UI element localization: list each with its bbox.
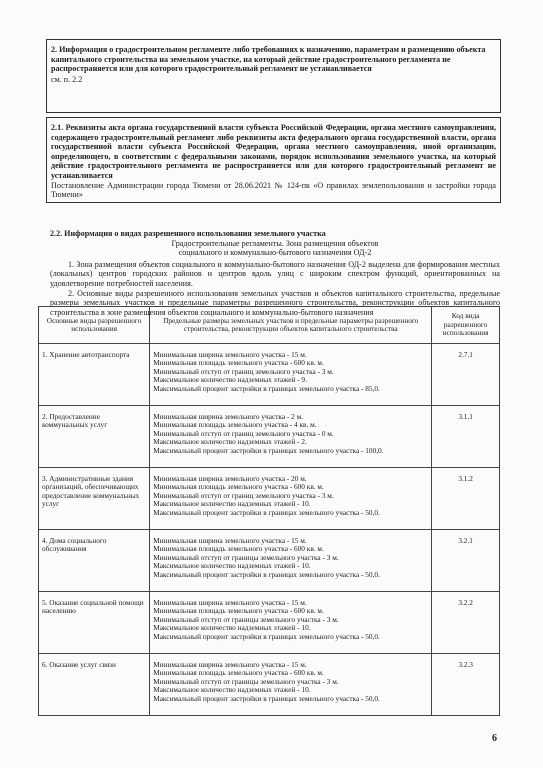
use-code-cell: 3.1.1	[432, 406, 500, 468]
parameters-cell	[150, 654, 432, 716]
parameters-cell	[150, 530, 432, 592]
page-number: 6	[492, 733, 497, 744]
paragraph-2: 2. Основные виды разрешенного использования земельных участков и объектов капитального строительства, предельные размеры земельных участков и предельные параметры разрешенного строительства, реконструкции объектов капитального строительства в зоне размещения объектов социального и коммунально-бытового назначения	[50, 288, 500, 317]
zone-title-line-1: Градостроительные регламенты. Зона размещения объектов	[171, 238, 379, 248]
section-2-1-box	[46, 117, 501, 203]
parameter-line: Минимальная ширина земельного участка - 2 м.	[153, 412, 304, 421]
parameter-line: Максимальное количество надземных этажей - 10.	[153, 685, 311, 695]
table-header-row	[39, 307, 500, 344]
section-2-note: см. п. 2.2	[51, 74, 83, 84]
section-2-heading: 2. Информация о градостроительном регламенте либо требованиях к назначению, параметрам и размещению объекта капитального строительства на земельном участке, на который действие градостроительного регламента не распространяется или для которого градостроительный регламент не устанавливается	[51, 45, 486, 74]
use-type-cell: 1. Хранение автотранспорта	[39, 344, 150, 406]
parameters-cell	[150, 468, 432, 530]
parameter-line: Минимальная площадь земельного участка - 600 кв. м.	[153, 606, 324, 616]
parameter-line: Минимальная ширина земельного участка - 20 м.	[153, 474, 307, 483]
parameter-line: Максимальное количество надземных этажей - 2.	[153, 437, 307, 447]
parameter-line: Минимальный отступ от границы земельного участка - 3 м.	[153, 676, 339, 686]
table-body	[39, 344, 500, 716]
use-code-cell: 3.2.2	[432, 592, 500, 654]
parameters-cell	[150, 592, 432, 654]
section-2-2	[50, 229, 500, 317]
parameters-cell	[150, 344, 432, 406]
use-code-cell: 2.7.1	[432, 344, 500, 406]
table-row	[39, 468, 500, 530]
land-use-table	[38, 306, 500, 716]
parameter-line: Минимальная ширина земельного участка - 15 м.	[153, 598, 307, 607]
section-2-box	[46, 39, 501, 113]
parameter-line: Максимальный процент застройки в границах земельного участка - 50,0.	[153, 507, 380, 517]
table-row	[39, 344, 500, 406]
use-code-cell: 3.2.3	[432, 654, 500, 716]
parameter-line: Максимальный процент застройки в границах земельного участка - 85,0.	[153, 383, 380, 393]
table-row	[39, 592, 500, 654]
use-type-cell: 2. Предоставление коммунальных услуг	[39, 406, 150, 468]
table-row	[39, 406, 500, 468]
parameter-line: Минимальная ширина земельного участка - 15 м.	[153, 660, 307, 669]
parameter-line: Максимальное количество надземных этажей - 10.	[153, 623, 311, 633]
parameter-line: Минимальный отступ от границ земельного участка - 3 м.	[153, 366, 334, 376]
parameter-line: Минимальный отступ от границы земельного участка - 3 м.	[153, 614, 339, 624]
header-use-type: Основные виды разрешенного использования	[39, 307, 150, 344]
use-type-cell: 4. Дома социального обслуживания	[39, 530, 150, 592]
section-2-1-heading: 2.1. Реквизиты акта органа государственной власти субъекта Российской Федерации, органа местного самоуправления, содержащего градостроительный регламент либо реквизиты акта федерального органа государственной власти, органа государственной власти субъекта Российской Федерации, органа местного самоуправления, иной организации, определяющего, в соответствии с федеральными законами, порядок использования земельного участка, на который действие градостроительного регламента не распространяется или для которого градостроительный регламент не устанавливается	[51, 123, 496, 180]
parameter-line: Минимальный отступ от границ земельного участка - 3 м.	[153, 490, 334, 500]
parameter-line: Минимальная площадь земельного участка - 600 кв. м.	[153, 482, 324, 492]
parameter-line: Минимальная площадь земельного участка - 600 кв. м.	[153, 544, 324, 554]
parameter-line: Минимальный отступ от границ земельного участка - 0 м.	[153, 428, 334, 438]
parameter-line: Минимальная площадь земельного участка - 4 кв. м.	[153, 420, 317, 430]
paragraph-1: 1. Зона размещения объектов социального и коммунально-бытового назначения ОД-2 выделена для формирования местных (локальных) центров городских районов и центров вдоль улиц с широким спектром функций, ориентированных на удовлетворение потребностей населения.	[50, 259, 500, 288]
use-type-cell: 5. Оказание социальной помощи населению	[39, 592, 150, 654]
parameter-line: Минимальный отступ от границы земельного участка - 3 м.	[153, 552, 339, 562]
use-code-cell: 3.2.1	[432, 530, 500, 592]
use-code-cell: 3.1.2	[432, 468, 500, 530]
zone-title-line-2: социального и коммунально-бытового назначения ОД-2	[178, 248, 372, 258]
table-row	[39, 530, 500, 592]
parameter-line: Максимальный процент застройки в границах земельного участка - 100,0.	[153, 445, 384, 455]
parameter-line: Максимальный процент застройки в границах земельного участка - 50,0.	[153, 693, 380, 703]
section-2-1-text: Постановление Администрации города Тюмени от 28.06.2021 № 124-пк «О правилах землепользования и застройки города Тюмени»	[51, 180, 496, 200]
parameter-line: Максимальное количество надземных этажей - 9.	[153, 375, 307, 385]
parameter-line: Минимальная площадь земельного участка - 600 кв. м.	[153, 358, 324, 368]
use-type-cell: 3. Административные здания организаций, обеспечивающих предоставление коммунальных услуг	[39, 468, 150, 530]
use-type-cell: 6. Оказание услуг связи	[39, 654, 150, 716]
header-parameters: Предельные размеры земельных участков и предельные параметры разрешенного строительства, реконструкции объектов капитального строительства	[150, 307, 432, 344]
parameter-line: Минимальная ширина земельного участка - 15 м.	[153, 350, 307, 359]
parameter-line: Минимальная ширина земельного участка - 15 м.	[153, 536, 307, 545]
parameter-line: Максимальный процент застройки в границах земельного участка - 50,0.	[153, 569, 380, 579]
section-2-2-heading: 2.2. Информация о видах разрешенного использования земельного участка	[50, 229, 326, 238]
header-code: Код вида разрешенного использования	[432, 307, 500, 344]
table-row	[39, 654, 500, 716]
parameter-line: Максимальное количество надземных этажей - 10.	[153, 499, 311, 509]
parameter-line: Максимальное количество надземных этажей - 10.	[153, 561, 311, 571]
parameter-line: Максимальный процент застройки в границах земельного участка - 50,0.	[153, 631, 380, 641]
parameters-cell	[150, 406, 432, 468]
parameter-line: Минимальная площадь земельного участка - 600 кв. м.	[153, 668, 324, 678]
